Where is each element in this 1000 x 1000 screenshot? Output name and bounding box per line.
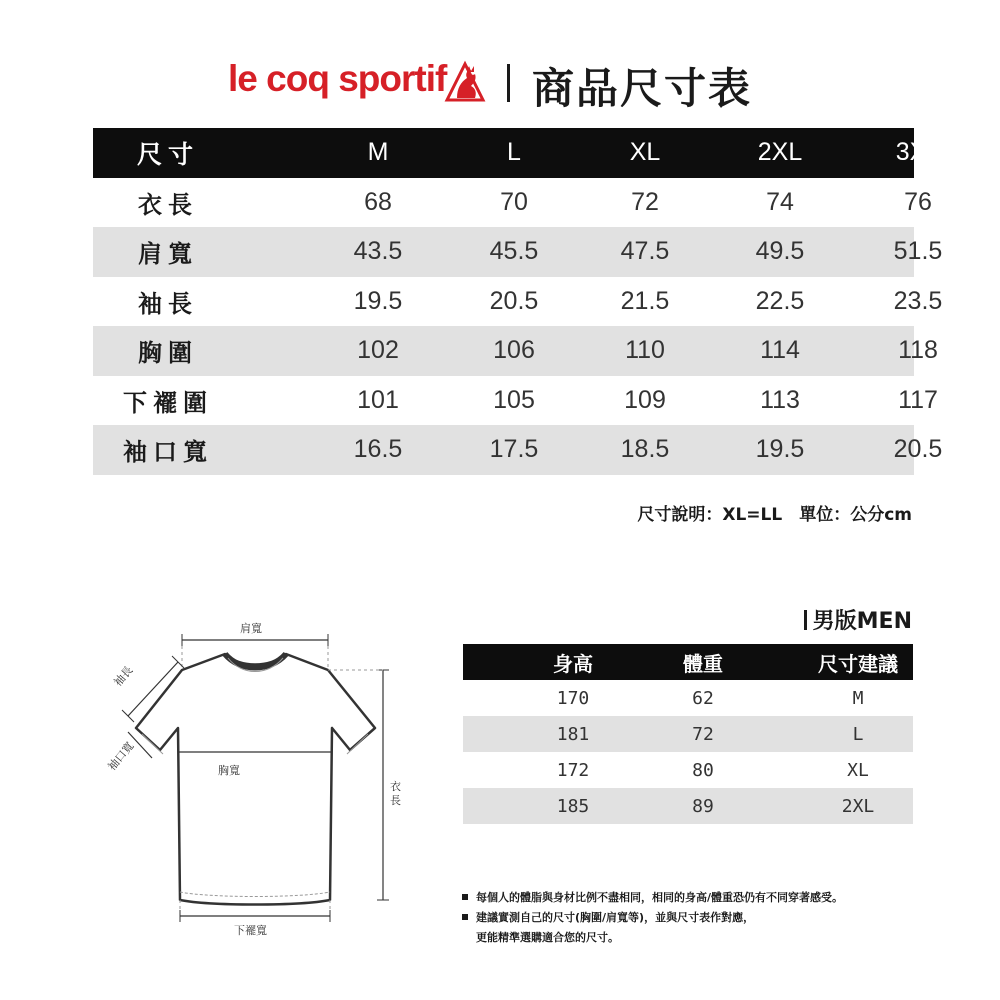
table-cell: 74 xyxy=(766,187,794,216)
table-cell: 80 xyxy=(692,759,714,781)
tshirt-outline xyxy=(100,610,420,950)
sleeve-length-label: 袖長 xyxy=(111,663,136,689)
table-cell: 68 xyxy=(364,187,392,216)
table-cell: 113 xyxy=(760,385,800,414)
table-row xyxy=(93,376,938,426)
size-table xyxy=(93,128,943,475)
table-row xyxy=(93,227,943,277)
header-weight: 體重 xyxy=(683,651,723,676)
table-cell: 23.5 xyxy=(893,286,943,315)
size-header-cell: 3XL xyxy=(895,138,941,167)
disclaimer-line xyxy=(462,888,843,908)
table-cell: 109 xyxy=(624,385,666,414)
header-height: 身高 xyxy=(553,651,593,676)
row-label: 肩寬 xyxy=(138,240,198,269)
disclaimer-line xyxy=(462,908,843,928)
row-label: 胸圍 xyxy=(138,339,198,368)
header-label: 尺寸 xyxy=(136,139,199,169)
men-section-label xyxy=(804,604,912,635)
table-row xyxy=(93,178,932,228)
bullet-icon xyxy=(462,894,468,900)
table-cell: 20.5 xyxy=(489,286,539,315)
size-header-cell: L xyxy=(507,138,521,167)
table-cell: 18.5 xyxy=(620,435,670,464)
chest-label: 胸寬 xyxy=(218,764,240,777)
table-row xyxy=(463,752,913,788)
header-suggested-size: 尺寸建議 xyxy=(818,651,898,676)
table-cell: 72 xyxy=(692,723,714,745)
table-cell: 45.5 xyxy=(489,237,539,266)
table-cell: L xyxy=(852,723,864,745)
table-cell: 49.5 xyxy=(755,237,805,266)
table-row xyxy=(463,680,913,716)
table-cell: 43.5 xyxy=(353,237,403,266)
table-row xyxy=(93,425,943,475)
row-label: 衣長 xyxy=(138,190,198,219)
table-cell: 2XL xyxy=(841,795,875,817)
size-note: 尺寸說明：XL=LL 單位：公分cm xyxy=(637,505,912,525)
size-recommendation-table xyxy=(463,644,913,824)
table-row xyxy=(463,716,913,752)
table-cell: 70 xyxy=(500,187,528,216)
bullet-icon xyxy=(462,914,468,920)
table-cell: 17.5 xyxy=(489,435,539,464)
disclaimer xyxy=(462,888,843,948)
men-label-text: 男版MEN xyxy=(812,609,912,634)
table-cell: 114 xyxy=(760,336,800,365)
shoulder-label: 肩寬 xyxy=(240,622,262,635)
table-cell: 89 xyxy=(692,795,714,817)
table-cell: 51.5 xyxy=(893,237,943,266)
table-cell: 20.5 xyxy=(893,435,943,464)
table-row xyxy=(463,788,913,824)
table-cell: 106 xyxy=(493,336,535,365)
size-table-header xyxy=(93,128,941,178)
table-cell: 102 xyxy=(357,336,399,365)
rec-table-header xyxy=(463,644,913,680)
table-cell: 105 xyxy=(493,385,535,414)
label-bar xyxy=(804,610,807,630)
cuff-width-label: 袖口寬 xyxy=(105,739,137,774)
page-header xyxy=(0,52,1000,116)
row-label: 袖口寬 xyxy=(123,438,213,467)
table-cell: 21.5 xyxy=(620,286,670,315)
row-label: 袖長 xyxy=(138,289,198,318)
table-cell: 16.5 xyxy=(353,435,403,464)
size-header-cell: M xyxy=(367,138,389,167)
brand-logo-text: le coq sportif xyxy=(228,58,447,99)
disclaimer-text: 建議實測自己的尺寸(胸圍/肩寬等)，並與尺寸表作對應， xyxy=(476,911,755,924)
table-cell: 22.5 xyxy=(755,286,805,315)
table-cell: 181 xyxy=(556,723,590,745)
size-header-cell: 2XL xyxy=(757,138,803,167)
page-title: 商品尺寸表 xyxy=(532,64,753,113)
rooster-logo-icon xyxy=(443,60,489,104)
length-label: 衣長 xyxy=(390,780,401,807)
table-cell: 19.5 xyxy=(755,435,805,464)
hem-label: 下襬寬 xyxy=(234,924,267,937)
row-label: 下襬圍 xyxy=(123,388,213,417)
table-cell: 172 xyxy=(556,759,590,781)
disclaimer-text: 每個人的體脂與身材比例不盡相同，相同的身高/體重恐仍有不同穿著感受。 xyxy=(476,891,844,904)
header-divider xyxy=(507,64,510,102)
table-cell: 110 xyxy=(625,336,665,365)
garment-diagram xyxy=(100,610,420,950)
table-cell: 72 xyxy=(631,187,659,216)
table-row xyxy=(93,277,943,327)
table-cell: 170 xyxy=(556,687,590,709)
table-cell: XL xyxy=(847,759,869,781)
table-row xyxy=(93,326,938,376)
disclaimer-line: 更能精準選購適合您的尺寸。 xyxy=(476,931,619,944)
table-cell: 117 xyxy=(898,385,938,414)
table-cell: 62 xyxy=(692,687,714,709)
size-header-cell: XL xyxy=(629,138,661,167)
table-cell: 76 xyxy=(904,187,932,216)
table-cell: M xyxy=(852,687,864,709)
table-cell: 47.5 xyxy=(620,237,670,266)
table-cell: 118 xyxy=(898,336,938,365)
table-cell: 19.5 xyxy=(353,286,403,315)
table-cell: 185 xyxy=(556,795,590,817)
table-cell: 101 xyxy=(357,385,399,414)
